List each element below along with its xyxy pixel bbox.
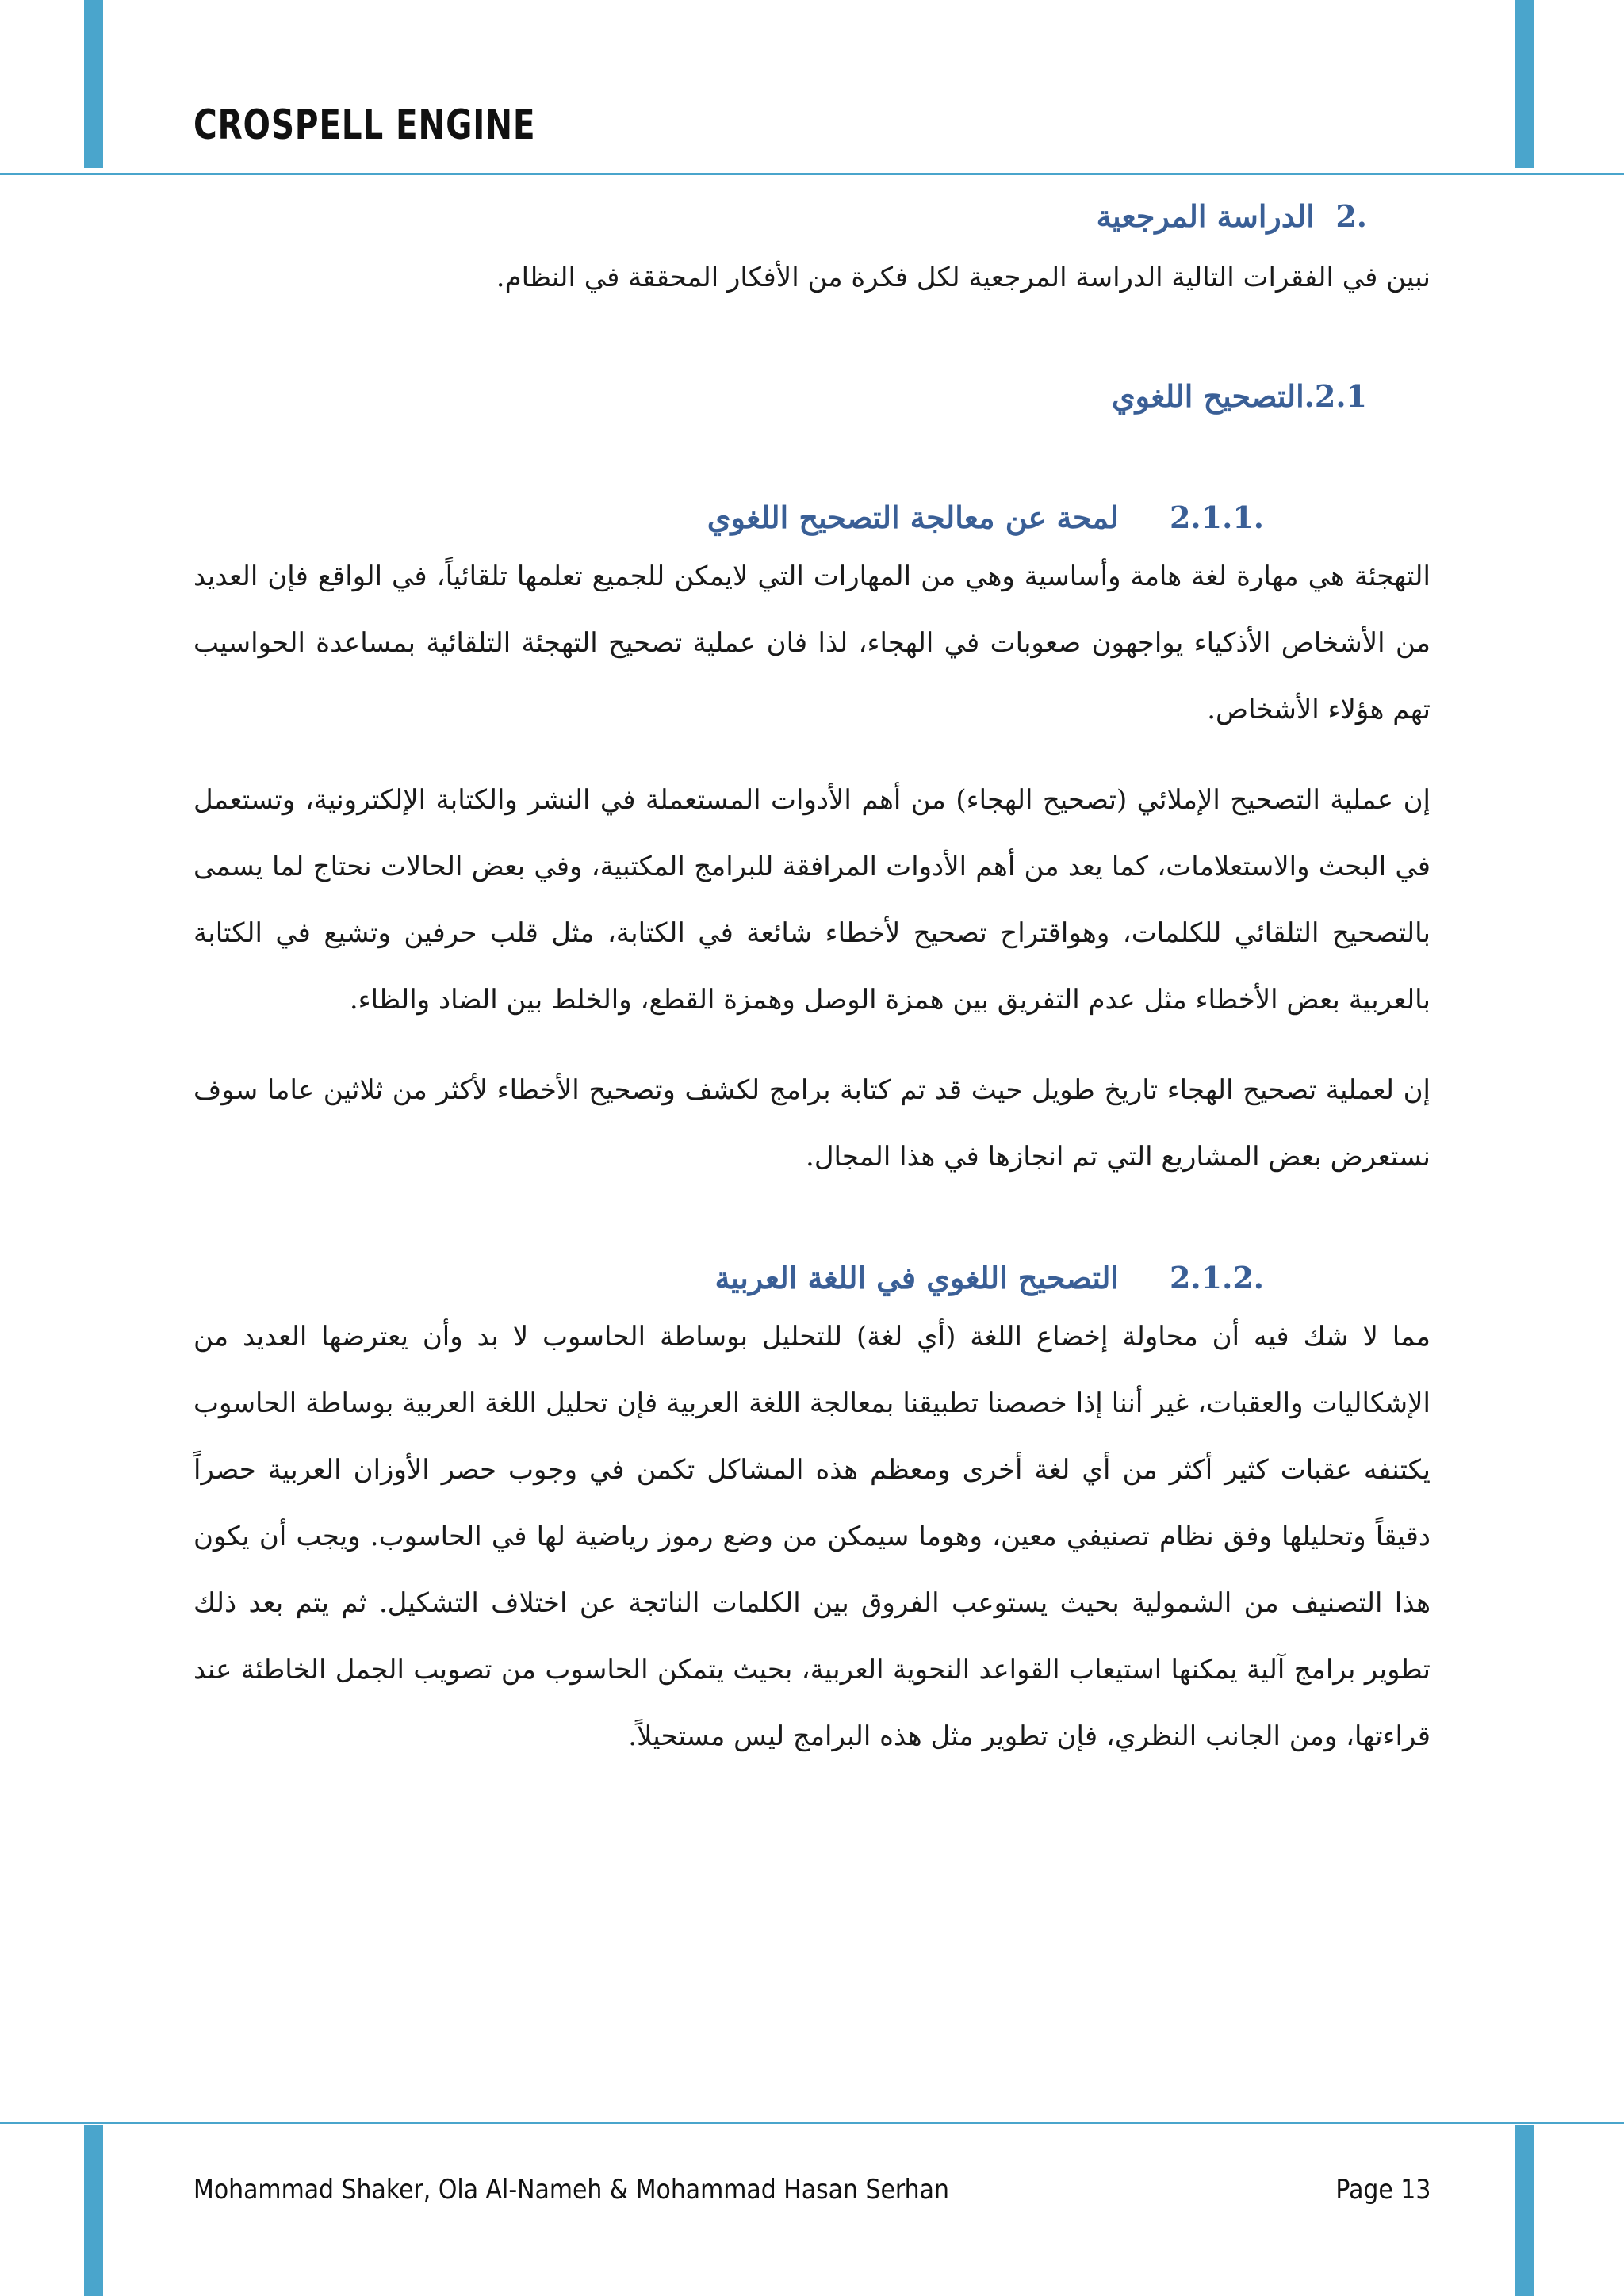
footer-right-bar: [1515, 2125, 1534, 2296]
subsection-heading: 2.1.التصحيح اللغوي: [1111, 378, 1367, 414]
footer-left-bar: [84, 2125, 103, 2296]
subsubsection-title: لمحة عن معالجة التصحيح اللغوي: [707, 499, 1119, 535]
paragraph: مما لا شك فيه أن محاولة إخضاع اللغة (أي لغة) للتحليل بوساطة الحاسوب لا بد وأن يعترضها العديد من الإشكاليات والعقبات، غير أننا إذا خصصنا تطبيقنا بمعالجة اللغة العربية فإن تحليل اللغة العربية بوساطة الحاسوب يكتنفه عقبات كثير أكثر من أي لغة أخرى ومعظم هذه المشاكل تكمن في وجوب حصر الأوزان العربية حصراً دقيقاً وتحليلها وفق نظام تصنيفي معين، وهوما سيمكن من وضع رموز رياضية لها في الحاسوب. ويجب أن يكون هذا التصنيف من الشمولية بحيث يستوعب الفروق بين الكلمات الناتجة عن اختلاف التشكيل. ثم يتم بعد ذلك تطوير برامج آلية يمكنها استيعاب القواعد النحوية العربية، بحيث يتمكن الحاسوب من تصويب الجمل الخاطئة عند قراءتها، ومن الجانب النظري، فإن تطوير مثل هذه البرامج ليس مستحيلاً.: [193, 1321, 1431, 1752]
footer-authors: Mohammad Shaker, Ola Al-Nameh & Mohammad Hasan Serhan: [193, 2174, 949, 2206]
page-number: Page 13: [1335, 2174, 1431, 2206]
section-number: .2: [1335, 198, 1367, 234]
header-left-bar: [84, 0, 103, 168]
paragraph: التهجئة هي مهارة لغة هامة وأساسية وهي من المهارات التي لايمكن للجميع تعلمها تلقائياً، في الواقع فإن العديد من الأشخاص الأذكياء يواجهون صعوبات في الهجاء، لذا فان عملية تصحيح التهجئة التلقائية بمساعدة الحواسيب تهم هؤلاء الأشخاص.: [193, 561, 1431, 725]
document-header-title: CROSPELL ENGINE: [193, 101, 536, 149]
subsubsection-heading-2-1-2: [193, 1260, 1431, 1295]
subsubsection-title: التصحيح اللغوي في اللغة العربية: [714, 1260, 1119, 1295]
footer-rule: [0, 2122, 1624, 2124]
section-heading: [193, 198, 1431, 234]
paragraph: إن لعملية تصحيح الهجاء تاريخ طويل حيث قد تم كتابة برامج لكشف وتصحيح الأخطاء لأكثر من ثلاثين عاما سوف نستعرض بعض المشاريع التي تم انجازها في هذا المجال.: [193, 1074, 1431, 1173]
section-intro: نبين في الفقرات التالية الدراسة المرجعية لكل فكرة من الأفكار المحققة في النظام.: [496, 262, 1431, 293]
paragraph: إن عملية التصحيح الإملائي (تصحيح الهجاء) من أهم الأدوات المستعملة في النشر والكتابة الإلكترونية، وتستعمل في البحث والاستعلامات، كما يعد من أهم الأدوات المرافقة للبرامج المكتبية، وفي بعض الحالات نحتاج لما يسمى بالتصحيح التلقائي للكلمات، وهواقتراح تصحيح لأخطاء شائعة في الكتابة، مثل قلب حرفين وتشيع في الكتابة بالعربية بعض الأخطاء مثل عدم التفريق بين همزة الوصل وهمزة القطع، والخلط بين الضاد والظاء.: [193, 784, 1431, 1016]
subsubsection-heading-2-1-1: [193, 499, 1431, 535]
subsubsection-number: .2.1.2: [1169, 1260, 1264, 1295]
subsubsection-number: .2.1.1: [1169, 499, 1264, 535]
page-body: [193, 198, 1431, 1770]
header-right-bar: [1515, 0, 1534, 168]
section-title: الدراسة المرجعية: [1096, 198, 1315, 234]
header-rule: [0, 173, 1624, 175]
